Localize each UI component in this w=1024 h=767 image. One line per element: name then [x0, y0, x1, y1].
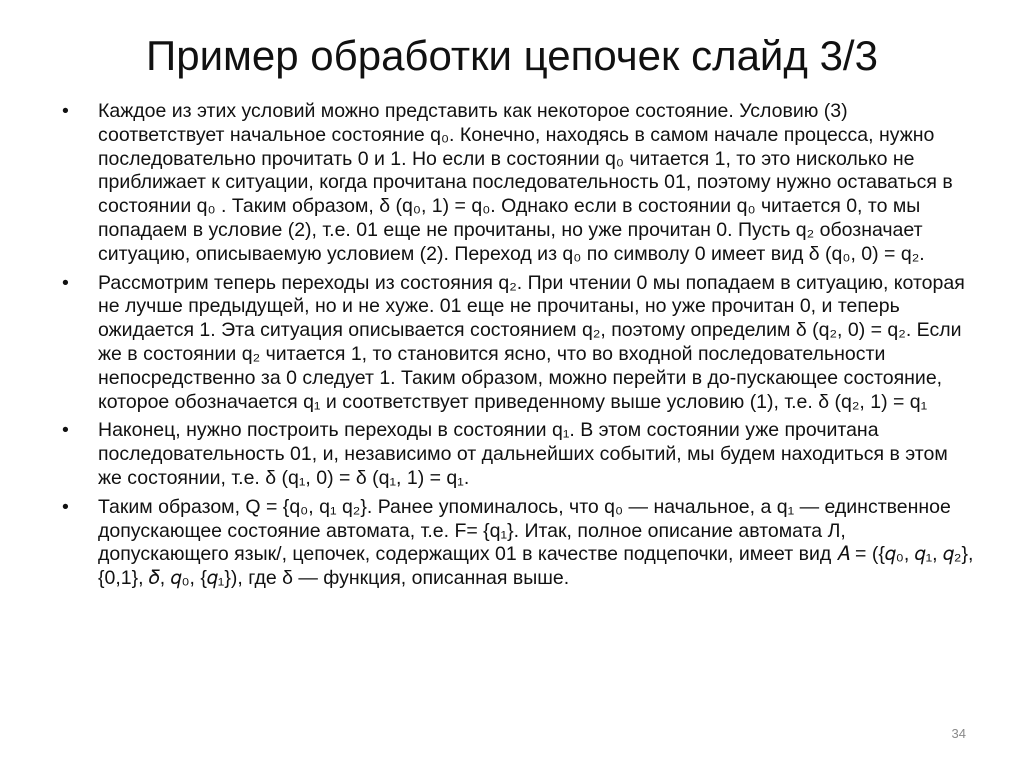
- bullet-text: • Наконец, нужно построить переходы в состоянии q₁. В этом состоянии уже прочитана последовательность 01, и, независимо от дальнейших событий, мы будем находиться в этом же состоянии, т.е. δ (q₁, 0) = δ (q₁, 1) = q₁.: [98, 419, 948, 489]
- page-number: 34: [951, 726, 966, 741]
- bullet-item: [62, 496, 977, 591]
- bullet-text: • Таким образом, Q = {q₀, q₁ q₂}. Ранее упоминалось, что q₀ — начальное, а q₁ — единственное допускающее состояние автомата, т.е. F= {q₁}. Итак, полное описание автомата Л, допускающего язык/, цепочек, содержащих 01 в качестве подцепочки, имеет вид 𝐴 = ({𝑞₀, 𝑞₁, 𝑞₂}, {0,1}, 𝛿, 𝑞₀, {𝑞₁}), где δ — функция, описанная выше.: [98, 495, 974, 590]
- bullet-item: [62, 419, 977, 490]
- bullet-item: [62, 100, 977, 267]
- bullet-item: [62, 272, 977, 415]
- bullet-text: • Каждое из этих условий можно представить как некоторое состояние. Условию (3) соответствует начальное состояние q₀. Конечно, находясь в самом начале процесса, нужно последовательно прочитать 0 и 1. Но если в состоянии q₀ читается 1, то это нисколько не приближает к ситуации, когда прочитана последовательность 01, поэтому нужно оставаться в состоянии q₀ . Таким образом, δ (q₀, 1) = q₀. Однако если в состоянии q₀ читается 0, то мы попадаем в условие (2), т.е. 01 еще не прочитаны, но уже прочитан 0. Пусть q₂ обозначает ситуацию, описываемую условием (2). Переход из q₀ по символу 0 имеет вид δ (q₀, 0) = q₂.: [98, 100, 953, 265]
- bullet-list: [62, 100, 977, 596]
- bullet-text: • Рассмотрим теперь переходы из состояния q₂. При чтении 0 мы попадаем в ситуацию, которая не лучше предыдущей, но и не хуже. 01 еще не прочитаны, но уже прочитан 0, и теперь ожидается 1. Эта ситуация описывается состоянием q₂, поэтому определим δ (q₂, 0) = q₂. Если же в состоянии q₂ читается 1, то становится ясно, что во входной последовательности непосредственно за 0 следует 1. Таким образом, можно перейти в до-пускающее состояние, которое обозначается q₁ и соответствует приведенному выше условию (1), т.е. δ (q₂, 1) = q₁: [98, 271, 965, 413]
- slide-title: Пример обработки цепочек слайд 3/3: [146, 32, 878, 79]
